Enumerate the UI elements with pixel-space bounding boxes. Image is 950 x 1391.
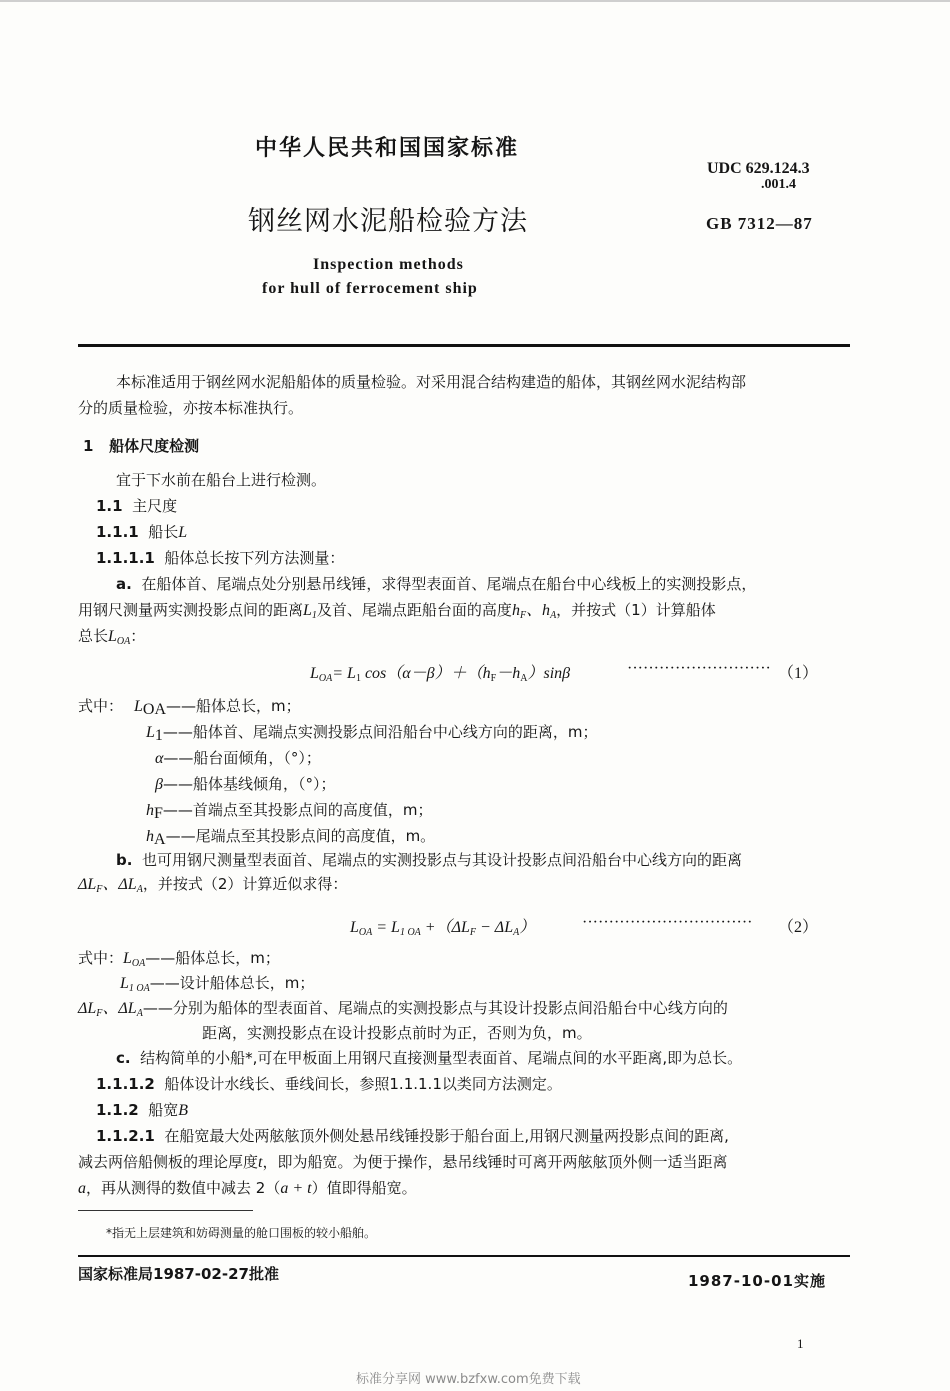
section-1-1-number: 1.1 xyxy=(96,497,123,515)
section-1-1-2-var: B xyxy=(178,1102,189,1119)
where-1-desc-3: ——船台面倾角，（°）； xyxy=(163,749,321,767)
where-1-sub-6: A xyxy=(154,831,166,848)
where-2-item-2: $L_{1 OA}——$设计船体总长，m； xyxy=(120,974,315,994)
section-1-1-2-1-number: 1.1.2.1 xyxy=(96,1127,155,1145)
where-1-item-6 xyxy=(146,826,435,847)
section-1-1-1-2 xyxy=(96,1074,562,1094)
section-1-1-2-1-text1: 在船宽最大处两舷舷顶外侧处悬吊线锤投影于船台面上,用钢尺测量两投影点间的距离, xyxy=(164,1127,729,1145)
item-c xyxy=(116,1048,742,1068)
where-1-item-2 xyxy=(146,722,598,743)
section-1-number: 1 xyxy=(83,437,94,455)
where-2-desc-2: ——设计船体总长，m； xyxy=(149,974,315,992)
item-b-line2: $\Delta L_F$、$\Delta L_A$，并按式（2）计算近似求得： xyxy=(78,875,348,895)
item-a-label: a. xyxy=(116,575,132,593)
item-a-line1 xyxy=(116,574,756,594)
udc-code xyxy=(707,160,810,178)
section-1-1-title: 主尺度 xyxy=(132,497,178,515)
formula-1-rhs2-sub: F xyxy=(490,673,497,684)
item-c-text: 结构简单的小船*,可在甲板面上用钢尺直接测量型表面首、尾端点间的水平距离,即为总长。 xyxy=(140,1049,743,1067)
item-b-text1: 也可用钢尺测量型表面首、尾端点的实测投影点与其设计投影点间沿船台中心线方向的距离 xyxy=(141,851,742,869)
formula-2-number: （2） xyxy=(778,919,819,936)
section-1-1-heading xyxy=(96,496,177,516)
udc-line1: 629.124.3 xyxy=(745,160,810,177)
section-1-1-2-1-line3 xyxy=(78,1178,417,1199)
formula-1 xyxy=(310,660,570,683)
watermark: 标准分享网 www.bzfxw.com免费下载 xyxy=(356,1372,581,1387)
scan-top-edge xyxy=(0,0,950,2)
section-1-1-1-number: 1.1.1 xyxy=(96,523,139,541)
formula-1-rhs4: ）sinβ xyxy=(527,665,571,682)
formula-1-lhs-sub: OA xyxy=(318,673,333,684)
where-1-desc-2: ——船体首、尾端点实测投影点间沿船台中心线方向的距离，m； xyxy=(162,723,598,741)
formula-2-leader-dots: ································ xyxy=(582,914,753,931)
where-1-item-5 xyxy=(146,800,433,821)
section-1-1-2-1-expr: a + t xyxy=(280,1180,312,1197)
footer-rule xyxy=(78,1255,850,1257)
formula-1-rhs1: = L xyxy=(332,665,356,682)
section-1-1-2-1-line2 xyxy=(78,1152,727,1173)
item-a-text2a: 用钢尺测量两实测投影点间的距离 xyxy=(78,601,304,619)
item-a-text3: 总长 xyxy=(78,627,109,645)
section-1-1-2-heading xyxy=(96,1100,188,1121)
where-1-desc-1: ——船体总长，m； xyxy=(166,697,301,715)
english-title-line2: for hull of ferrocement ship xyxy=(262,280,478,297)
formula-2: $L_{OA} = L_{1 OA} +(\Delta L_F - \Delta L_A)$ xyxy=(350,919,536,938)
section-1-1-2-1-text2a: 减去两倍船侧板的理论厚度 xyxy=(78,1153,259,1171)
where-1-desc-4: ——船体基线倾角，（°）； xyxy=(162,775,336,793)
formula-1-rhs2: cos（α－β）＋（h xyxy=(360,665,491,682)
gb-code: GB 7312—87 xyxy=(706,214,813,233)
where-1-item-4 xyxy=(155,774,335,795)
where-1-prefix: 式中： xyxy=(78,697,124,715)
item-c-label: c. xyxy=(116,1049,131,1067)
where-1-item-3 xyxy=(155,748,321,769)
udc-label: UDC xyxy=(707,160,742,177)
section-1-heading xyxy=(83,436,199,456)
item-a-line3: 总长$L_{OA}$： xyxy=(78,627,146,647)
formula-1-rhs3-sub: A xyxy=(520,673,528,684)
where-1-sub-2: 1 xyxy=(154,727,163,744)
where-1-sym-5: h xyxy=(146,802,154,819)
section-1-1-2-number: 1.1.2 xyxy=(96,1101,139,1119)
item-a-text2c: ，并按式（1）计算船体 xyxy=(556,601,716,619)
where-1-sym-2: L xyxy=(146,724,155,741)
effective-date: 1987-10-01实施 xyxy=(688,1272,826,1290)
intro-line2: 分的质量检验，亦按本标准执行。 xyxy=(78,399,304,417)
section-1-title: 船体尺度检测 xyxy=(109,437,200,455)
section-1-1-2-1-text2b: ，即为船宽。为便于操作，悬吊线锤时可离开两舷舷顶外侧一适当距离 xyxy=(262,1153,728,1171)
formula-1-rhs1-sub: 1 xyxy=(355,673,361,684)
intro-line1: 本标准适用于钢丝网水泥船船体的质量检验。对采用混合结构建造的船体，其钢丝网水泥结构部 xyxy=(116,373,747,391)
section-1-1-2-1-var-a: a xyxy=(78,1180,86,1197)
section-1-1-2-1-line1 xyxy=(96,1126,729,1146)
formula-1-rhs3: －h xyxy=(496,665,521,682)
item-b-label: b. xyxy=(116,851,133,869)
header-rule xyxy=(78,344,850,347)
where-1-desc-5: ——首端点至其投影点间的高度值，m； xyxy=(162,801,433,819)
footnote: *指无上层建筑和妨碍测量的舱口围板的较小船舶。 xyxy=(106,1226,377,1240)
where-2-desc-3: ——分别为船体的型表面首、尾端点的实测投影点与其设计投影点间沿船台中心线方向的 xyxy=(142,999,728,1017)
section-1-1-1-2-number: 1.1.1.2 xyxy=(96,1075,155,1093)
where-2-item-3: $\Delta L_F$、$\Delta L_A——$分别为船体的型表面首、尾端点的实测投影点与其设计投影点间沿船台中心线方向的 xyxy=(78,999,728,1019)
formula-1-leader-dots: ··························· xyxy=(627,660,771,677)
section-1-1-2-1-text3b: ）值即得船宽。 xyxy=(311,1179,417,1197)
section-1-1-1-2-text: 船体设计水线长、垂线间长，参照1.1.1.1以类同方法测定。 xyxy=(164,1075,562,1093)
where-1-sym-6: h xyxy=(146,828,154,845)
section-1-1-1-1-number: 1.1.1.1 xyxy=(96,549,155,567)
where-1-item-1 xyxy=(134,696,301,717)
where-1-sub-5: F xyxy=(154,805,163,822)
where-2-desc-1: ——船体总长，m； xyxy=(145,949,280,967)
item-a-text2b: 及首、尾端点距船台面的高度 xyxy=(316,601,512,619)
where-2-prefix: 式中： xyxy=(78,949,124,967)
formula-1-lhs: L xyxy=(310,665,319,682)
section-1-1-2-1-var-t: t xyxy=(258,1154,263,1171)
where-2-item-3-cont: 距离，实测投影点在设计投影点前时为正，否则为负，m。 xyxy=(202,1024,592,1042)
english-title-line1: Inspection methods xyxy=(313,256,464,273)
udc-line2: .001.4 xyxy=(761,177,796,192)
footnote-rule xyxy=(78,1210,253,1211)
section-1-1-2-1-text3a: ，再从测得的数值中减去 2（ xyxy=(86,1179,281,1197)
where-1-sym-1: L xyxy=(134,698,143,715)
page-number: 1 xyxy=(797,1336,804,1351)
where-1-sub-1: OA xyxy=(142,701,167,718)
where-1-desc-6: ——尾端点至其投影点间的高度值，m。 xyxy=(165,827,436,845)
section-1-1-2-title: 船宽 xyxy=(148,1101,179,1119)
document-title: 钢丝网水泥船检验方法 xyxy=(248,206,528,237)
section-1-lead: 宜于下水前在船台上进行检测。 xyxy=(116,471,327,489)
where-1-sym-3: α xyxy=(155,750,164,767)
section-1-1-1-1-title: 船体总长按下列方法测量： xyxy=(164,549,345,567)
item-b-text2: ，并按式（2）计算近似求得： xyxy=(142,875,348,893)
section-1-1-1-1-heading xyxy=(96,548,344,568)
item-a-text1: 在船体首、尾端点处分别悬吊线锤，求得型表面首、尾端点在船台中心线板上的实测投影点， xyxy=(141,575,757,593)
where-2-item-1: 式中：$L_{OA}——$船体总长，m； xyxy=(78,949,280,969)
approval-date: 国家标准局1987-02-27批准 xyxy=(78,1265,279,1283)
section-1-1-1-var: L xyxy=(178,524,188,541)
section-1-1-1-heading xyxy=(96,522,187,543)
where-1-sym-4: β xyxy=(155,776,163,793)
section-1-1-1-title: 船长 xyxy=(148,523,179,541)
formula-1-number: （1） xyxy=(778,665,819,682)
item-a-line2: 用钢尺测量两实测投影点间的距离$L_1$及首、尾端点距船台面的高度$h_F$、$h_A$，并按式（1）计算船体 xyxy=(78,601,716,621)
item-b-line1 xyxy=(116,850,742,870)
national-standard-title: 中华人民共和国国家标准 xyxy=(255,136,520,161)
